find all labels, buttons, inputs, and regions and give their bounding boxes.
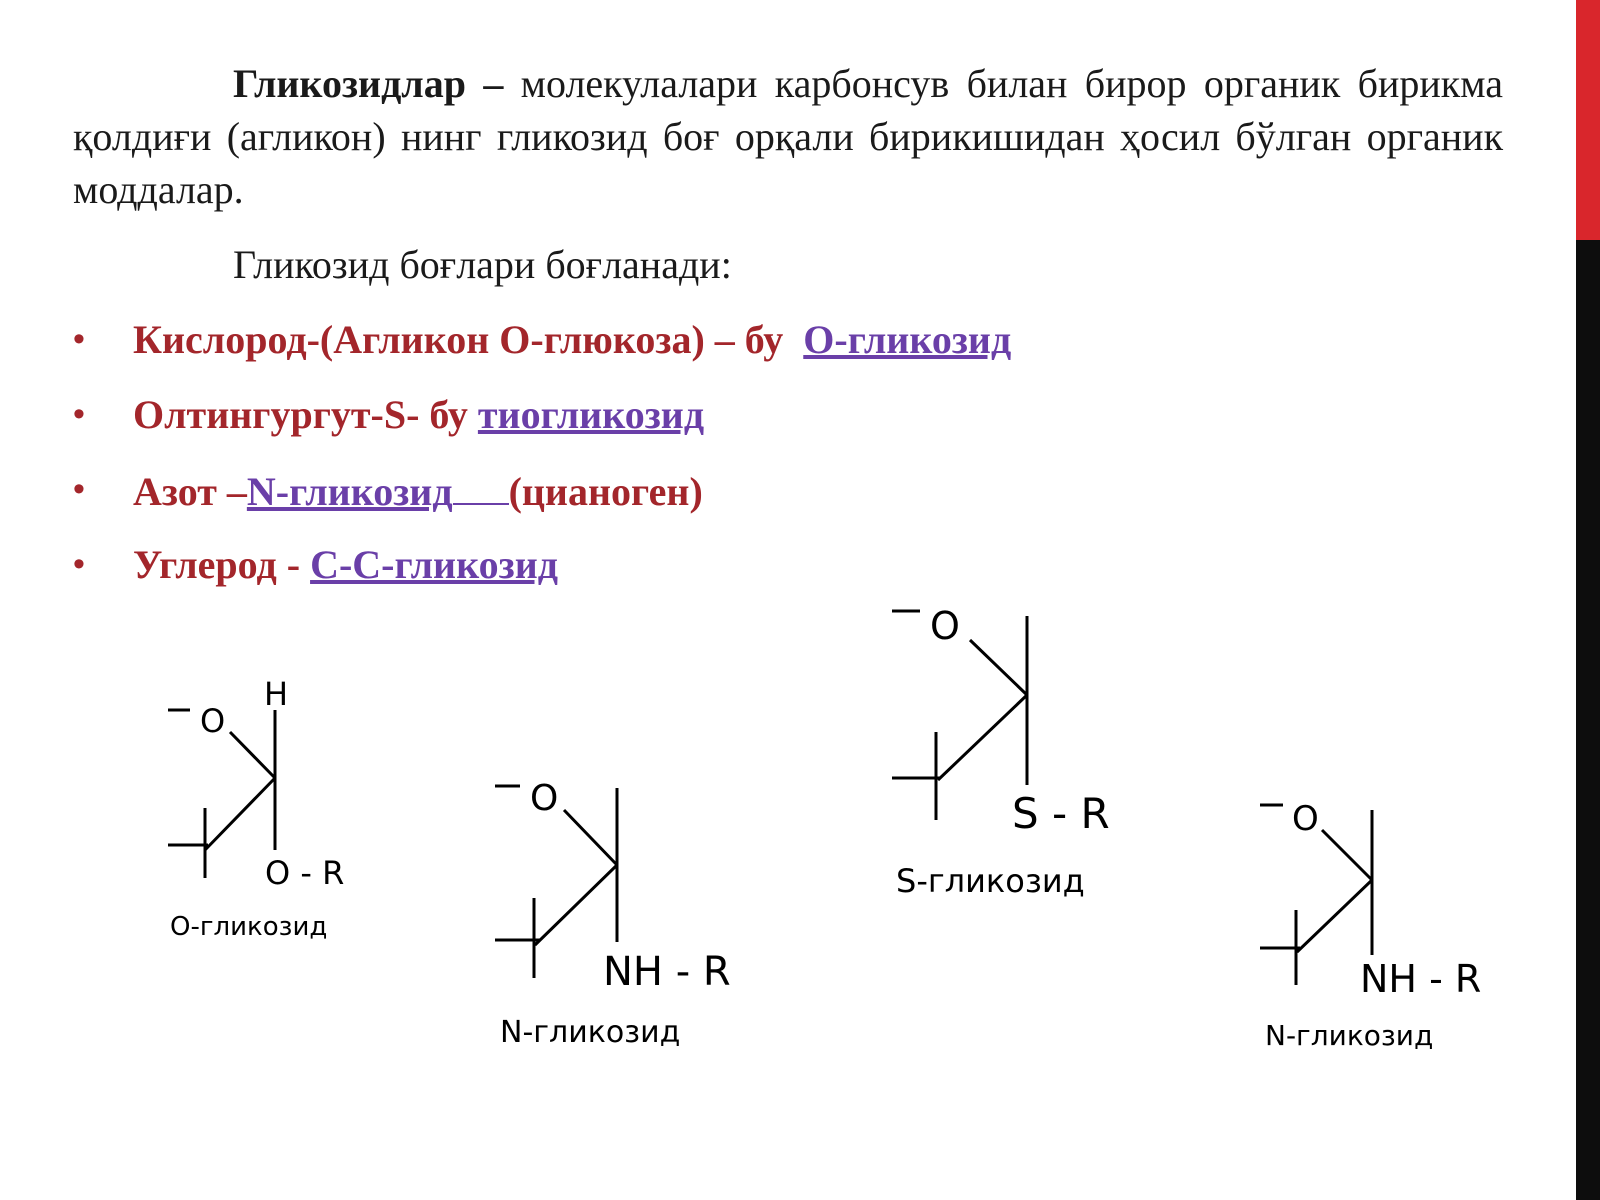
link-underline-gap bbox=[453, 463, 509, 505]
thioglycoside-link[interactable]: тиогликозид bbox=[477, 392, 705, 437]
hydrogen-label: H bbox=[264, 675, 289, 713]
o-glycoside-link[interactable]: О-гликозид bbox=[803, 317, 1012, 362]
bond-line bbox=[564, 810, 617, 865]
ring-oxygen-label: O bbox=[1292, 799, 1319, 839]
substituent-label: S - R bbox=[1012, 789, 1110, 838]
definition-term: Гликозидлар – bbox=[233, 61, 504, 106]
sidebar-accent-dark bbox=[1576, 240, 1600, 1200]
structure-caption: N-гликозид bbox=[500, 1015, 681, 1050]
structure-caption: N-гликозид bbox=[1265, 1019, 1434, 1052]
bond-line bbox=[970, 640, 1027, 695]
glycoside-structures-diagram bbox=[0, 600, 1560, 1100]
bullet-suffix: (цианоген) bbox=[508, 469, 703, 514]
bond-line bbox=[205, 778, 275, 850]
bullet-icon: • bbox=[73, 545, 85, 583]
ring-oxygen-label: O bbox=[530, 778, 559, 819]
sidebar-accent-red bbox=[1576, 0, 1600, 240]
bullet-icon: • bbox=[73, 470, 85, 508]
definition-paragraph bbox=[73, 57, 1503, 216]
ring-oxygen-label: O bbox=[200, 702, 226, 740]
definition-body: молекулалари карбонсув билан бирор органик бирикма қолдиғи (агликон) нинг гликозид боғ орқали бирикишидан ҳосил бўлган органик моддалар. bbox=[73, 61, 1503, 212]
structure-caption: О-гликозид bbox=[170, 912, 328, 942]
list-item-oxygen bbox=[73, 313, 1011, 388]
substituent-label: NH - R bbox=[603, 949, 731, 995]
bond-intro: Гликозид боғлари боғланади: bbox=[233, 242, 732, 287]
bond-type-list bbox=[73, 313, 1011, 613]
list-item-sulfur bbox=[73, 388, 1011, 463]
bullet-text: Углерод - bbox=[133, 542, 311, 587]
bullet-icon: • bbox=[73, 395, 85, 433]
bond-line bbox=[938, 695, 1027, 780]
bullet-text: Кислород-(Агликон О-глюкоза) – бу bbox=[133, 317, 804, 362]
substituent-label: O - R bbox=[265, 854, 345, 892]
bond-line bbox=[535, 865, 617, 945]
bond-line bbox=[1322, 830, 1372, 880]
ring-oxygen-label: O bbox=[930, 604, 960, 648]
substituent-label: NH - R bbox=[1360, 957, 1482, 1001]
bond-line bbox=[230, 732, 275, 778]
list-item-nitrogen bbox=[73, 463, 1011, 538]
bullet-text: Олтингургут-S- бу bbox=[133, 392, 478, 437]
bullet-icon: • bbox=[73, 320, 85, 358]
c-glycoside-link[interactable]: С-С-гликозид bbox=[310, 542, 558, 587]
bullet-text: Азот – bbox=[133, 469, 247, 514]
structure-caption: S-гликозид bbox=[896, 862, 1085, 900]
bond-line bbox=[1297, 880, 1372, 952]
n-glycoside-link[interactable]: N-гликозид bbox=[246, 469, 453, 514]
